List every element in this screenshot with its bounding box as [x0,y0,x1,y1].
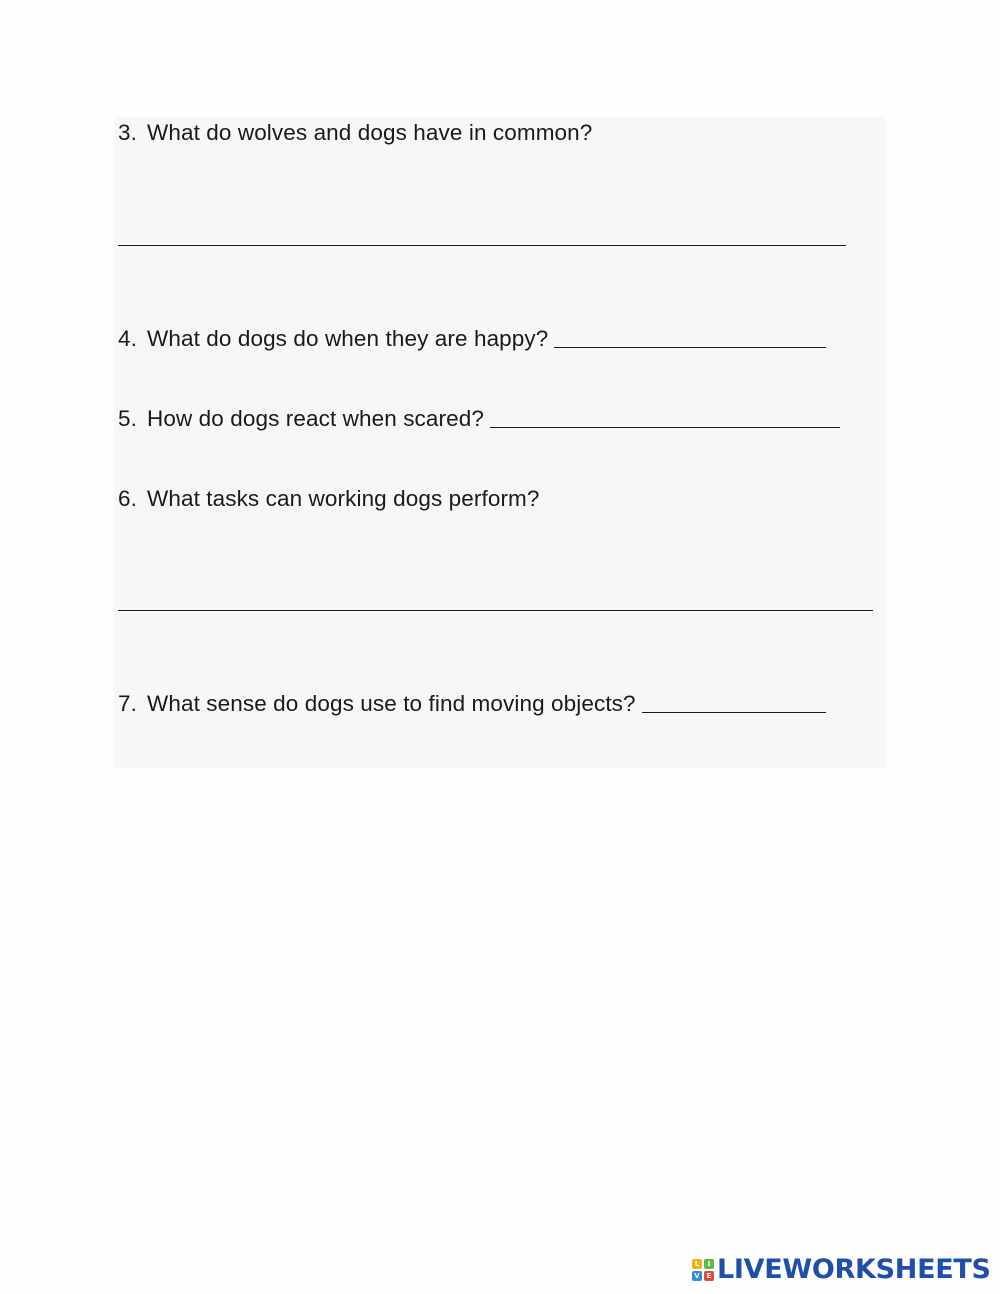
question-3 [118,118,592,148]
question-7-number: 7. [118,691,137,716]
answer-line-3[interactable] [118,245,846,246]
question-7 [118,689,826,719]
logo-tile-l: L [692,1259,702,1269]
answer-line-7[interactable] [642,691,826,713]
question-4-text: What do dogs do when they are happy? [147,326,549,351]
logo-icon [692,1259,714,1281]
question-6 [118,484,540,514]
question-6-number: 6. [118,486,137,511]
question-5 [118,404,840,434]
logo-tile-v: V [692,1271,702,1281]
question-3-text: What do wolves and dogs have in common? [147,120,593,145]
logo-tile-i: I [704,1259,714,1269]
worksheet-panel [114,117,886,768]
question-5-number: 5. [118,406,137,431]
question-3-number: 3. [118,120,137,145]
question-4 [118,324,826,354]
answer-line-5[interactable] [490,406,840,428]
answer-line-6[interactable] [118,610,873,611]
liveworksheets-logo [692,1254,991,1286]
brand-wordmark: LIVEWORKSHEETS [717,1254,991,1285]
answer-line-4[interactable] [554,326,826,348]
question-6-text: What tasks can working dogs perform? [147,486,540,511]
question-4-number: 4. [118,326,137,351]
logo-tile-e: E [704,1271,714,1281]
question-7-text: What sense do dogs use to find moving objects? [147,691,636,716]
question-5-text: How do dogs react when scared? [147,406,484,431]
